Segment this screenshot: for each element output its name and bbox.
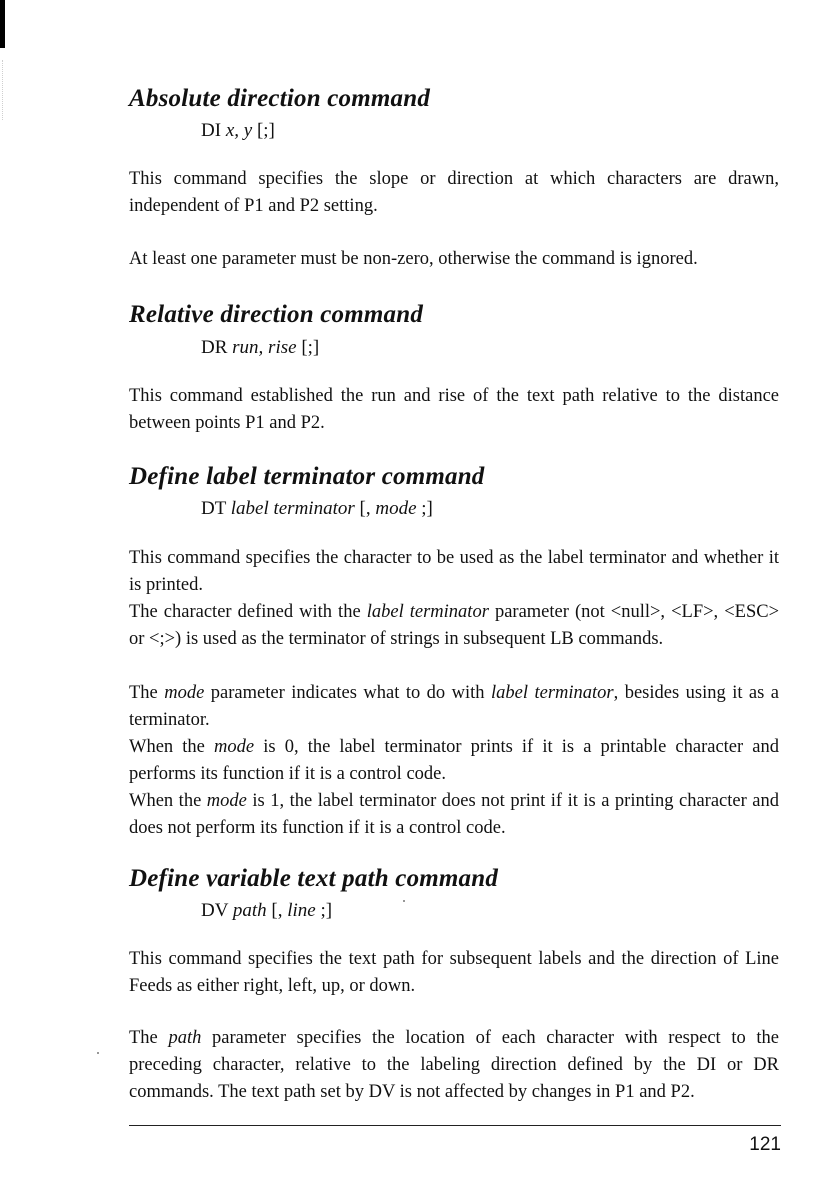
paragraph: This command established the run and rise of the text path relative to the distance between points P1 and P2. [129,386,779,433]
syntax-separator: [, [271,900,283,921]
syntax-command: DT [201,498,226,519]
syntax-command: DV [201,900,229,921]
paragraph: This command specifies the character to be used as the label terminator and whether it is printed. [129,548,779,595]
syntax-params: run, rise [232,337,297,358]
section-heading-relative-direction: Relative direction command [129,301,424,328]
binding-edge-mark [0,0,5,48]
page-number: 121 [749,1134,781,1155]
syntax-param-mode: mode [375,498,417,519]
syntax-param-label-terminator: label terminator [230,498,355,519]
command-syntax-dt [201,499,433,518]
paragraph: The path parameter specifies the location of each character with respect to the preceding character, relative to the labeling direction defined by the DI or DR commands. The text path set by DV is not affected by changes in P1 and P2. [129,1028,780,1102]
syntax-param-path: path [232,900,267,921]
section-heading-label-terminator: Define label terminator command [129,463,485,490]
paragraph: The character defined with the label terminator parameter (not <null>, <LF>, <ESC> or <;>) is used as the terminator of strings in subsequent LB commands. [129,602,780,649]
syntax-command: DR [201,337,228,358]
paragraph: This command specifies the slope or direction at which characters are drawn, independent of P1 and P2 setting. [129,169,779,216]
syntax-tail: [;] [256,120,275,141]
paragraph: This command specifies the text path for subsequent labels and the direction of Line Feeds as either right, left, up, or down. [129,949,779,996]
scan-speck [97,1052,99,1054]
syntax-param-line: line [287,900,316,921]
syntax-tail: ;] [320,900,333,921]
paragraph: The mode parameter indicates what to do with label terminator, besides using it as a terminator. [129,683,780,730]
syntax-params: x, y [225,120,253,141]
syntax-command: DI [201,120,222,141]
command-syntax-dv [201,901,332,920]
footer-rule [129,1125,781,1126]
syntax-tail: ;] [421,498,433,519]
paragraph: When the mode is 0, the label terminator prints if it is a printable character and performs its function if it is a control code. [129,737,780,784]
syntax-tail: [;] [301,337,320,358]
paragraph: At least one parameter must be non-zero, otherwise the command is ignored. [129,249,698,269]
syntax-separator: [, [359,498,371,519]
scan-speck [403,900,405,902]
scan-edge-dots [2,60,5,120]
command-syntax-di [201,121,275,140]
section-heading-variable-text-path: Define variable text path command [129,865,499,892]
command-syntax-dr [201,338,319,357]
paragraph: When the mode is 1, the label terminator does not print if it is a printing character and does not perform its function if it is a control code. [129,791,779,838]
section-heading-absolute-direction: Absolute direction command [129,85,431,112]
